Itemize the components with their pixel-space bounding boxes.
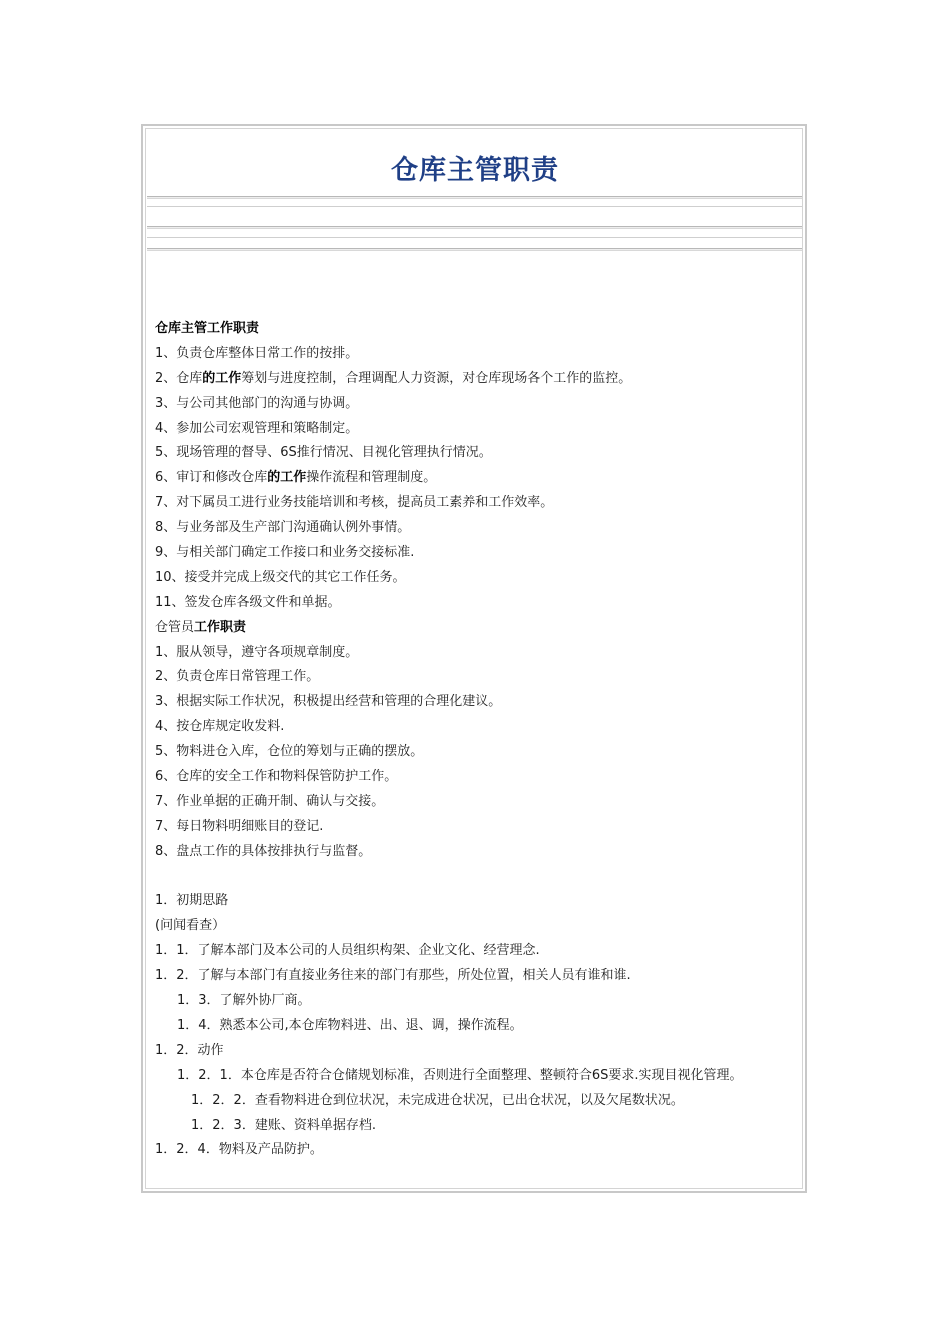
list-item: 6、仓库的安全工作和物料保管防护工作。	[155, 769, 398, 785]
outline-item: 1．2．了解与本部门有直接业务往来的部门有那些，所处位置，相关人员有谁和谁.	[155, 968, 631, 984]
outline-item: 1．2．4．物料及产品防护。	[155, 1142, 323, 1158]
list-item: 1、服从领导，遵守各项规章制度。	[155, 644, 359, 660]
outline-item: 1．2．3．建账、资料单据存档.	[191, 1117, 376, 1133]
document-body	[155, 317, 795, 1163]
outline-item: 1．3．了解外协厂商。	[177, 993, 311, 1009]
list-item: 3、与公司其他部门的沟通与协调。	[155, 395, 359, 411]
list-item: 8、盘点工作的具体按排执行与监督。	[155, 843, 372, 859]
outline-item: 1．初期思路	[155, 893, 229, 909]
list-item: 9、与相关部门确定工作接口和业务交接标准.	[155, 545, 415, 561]
list-item: 1、负责仓库整体日常工作的按排。	[155, 345, 359, 361]
outline-item: 1．2．2．查看物料进仓到位状况，未完成进仓状况，已出仓状况，以及欠尾数状况。	[191, 1092, 684, 1108]
outline-item: 1．2．动作	[155, 1042, 224, 1058]
list-item: 2、负责仓库日常管理工作。	[155, 669, 320, 685]
section-heading: 仓库主管工作职责	[155, 321, 260, 336]
list-item: 7、作业单据的正确开制、确认与交接。	[155, 793, 385, 809]
list-item: 7、每日物料明细账目的登记.	[155, 818, 324, 834]
list-item: 11、签发仓库各级文件和单据。	[155, 594, 341, 610]
list-item: 5、现场管理的督导、6S推行情况、目视化管理执行情况。	[155, 445, 492, 461]
outline-item: 1．2．1．本仓库是否符合仓储规划标准，否则进行全面整理、整顿符合6S要求.实现目视化管理。	[177, 1067, 743, 1083]
document-title: 仓库主管职责	[391, 155, 559, 186]
list-item: 3、根据实际工作状况，积极提出经营和管理的合理化建议。	[155, 694, 502, 710]
section-heading: 仓管员工作职责	[155, 619, 247, 635]
list-item: 5、物料进仓入库，仓位的筹划与正确的摆放。	[155, 744, 424, 760]
list-item: 6、审订和修改仓库的工作操作流程和管理制度。	[155, 470, 437, 486]
list-item: 2、仓库的工作筹划与进度控制，合理调配人力资源，对仓库现场各个工作的监控。	[155, 370, 632, 386]
divider-rule	[147, 226, 802, 229]
list-item: 10、接受并完成上级交代的其它工作任务。	[155, 569, 406, 585]
outline-item: (问闻看查）	[155, 918, 226, 934]
list-item: 8、与业务部及生产部门沟通确认例外事情。	[155, 520, 411, 536]
blank-line	[155, 865, 795, 890]
list-item: 4、参加公司宏观管理和策略制定。	[155, 420, 359, 436]
divider-line	[147, 237, 802, 238]
divider-line	[147, 206, 802, 207]
outline-item: 1．1．了解本部门及本公司的人员组织构架、企业文化、经营理念.	[155, 943, 540, 959]
list-item: 4、按仓库规定收发料.	[155, 719, 285, 735]
title-divider	[147, 196, 802, 199]
list-item: 7、对下属员工进行业务技能培训和考核，提高员工素养和工作效率。	[155, 495, 554, 511]
divider-rule	[147, 248, 802, 251]
outline-item: 1．4．熟悉本公司,本仓库物料进、出、退、调，操作流程。	[177, 1017, 523, 1033]
